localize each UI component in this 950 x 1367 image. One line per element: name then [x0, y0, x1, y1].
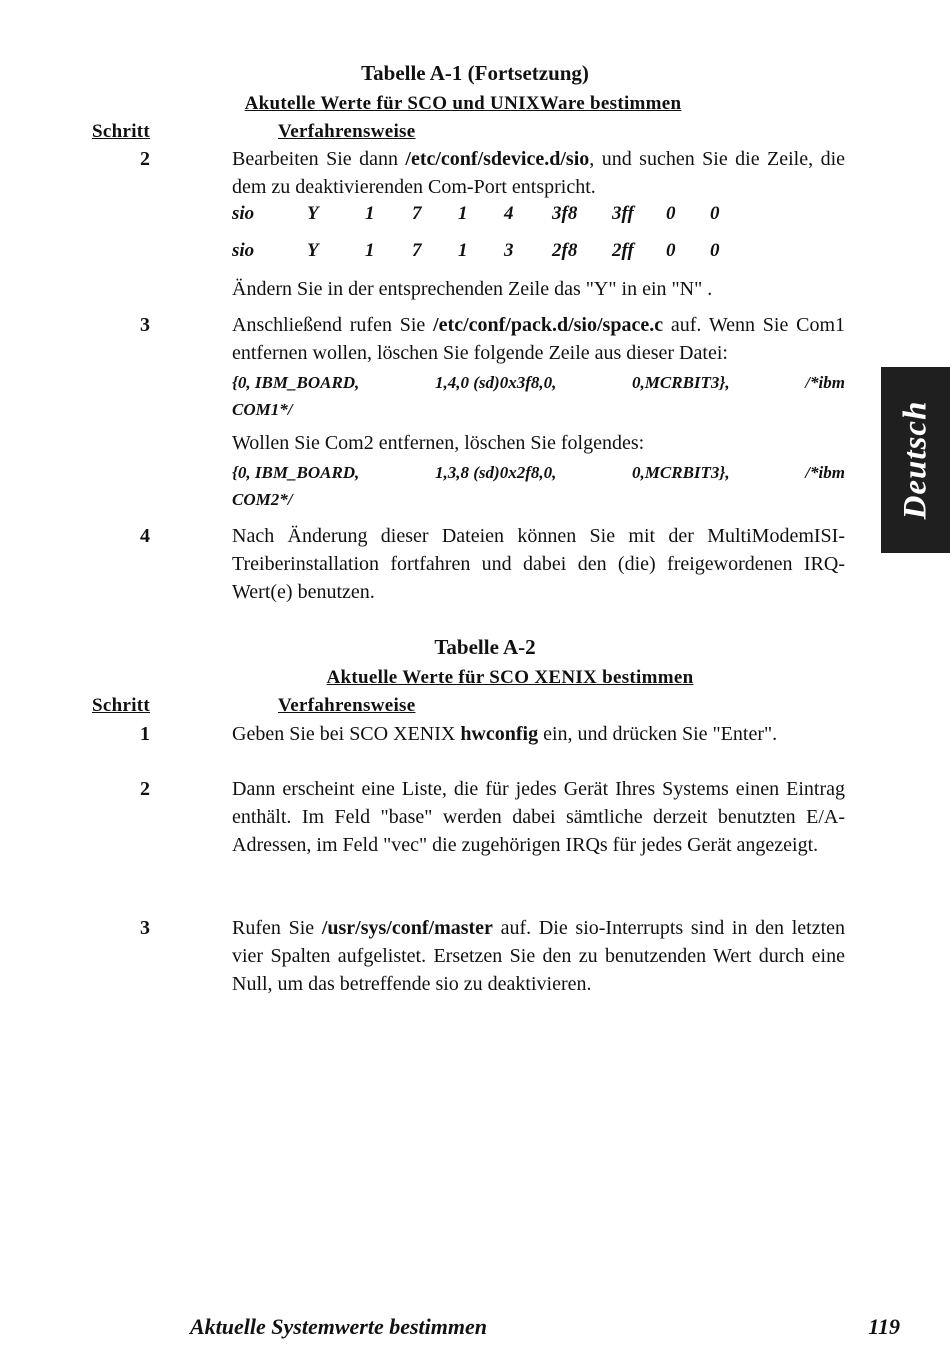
- step-text-post: ein, und drücken Sie "Enter".: [538, 723, 778, 745]
- cell: 1: [458, 240, 468, 261]
- cell: 0: [666, 203, 676, 224]
- cell: 7: [412, 240, 422, 261]
- cell: 2f8: [552, 240, 578, 261]
- cell: 4: [504, 203, 514, 224]
- table1-step-num: 2: [140, 148, 150, 170]
- table2-step-num: 1: [140, 723, 150, 745]
- table1-step-num: 4: [140, 525, 150, 547]
- code-part: /*ibm: [805, 373, 845, 392]
- page-number: 119: [868, 1314, 900, 1339]
- code-continuation: COM2*/: [232, 490, 293, 509]
- step-text-pre: Geben Sie bei SCO XENIX: [232, 723, 461, 745]
- cell: sio: [232, 240, 255, 261]
- step-text-post: , und suchen Sie die Zeile, die dem zu deaktivierenden Com-Port entspricht.: [232, 148, 845, 198]
- code-part: {0, IBM_BOARD,: [232, 463, 360, 482]
- step-text-post: auf. Die sio-Interrupts sind in den letzten vier Spalten aufgelistet. Ersetzen Sie den zu benutzenden Wert durch eine Null, um das betreffende sio zu deaktivieren.: [232, 917, 846, 995]
- cell: 7: [412, 203, 422, 224]
- file-path: /etc/conf/sdevice.d/sio: [405, 148, 590, 170]
- cell: sio: [232, 203, 255, 224]
- table2-step-num: 2: [140, 778, 150, 800]
- step-text-pre: Bearbeiten Sie dann: [232, 148, 406, 170]
- code-line-com2: [232, 459, 845, 513]
- cell: Y: [307, 240, 319, 261]
- table2-step-text: Dann erscheint eine Liste, die für jedes Gerät Ihres Systems einen Eintrag enthält. Im Feld "base" werden dabei sämtliche derzeit benutzten E/A-Adressen, im Feld "vec" die zugehörigen IRQs für jedes Gerät angezeigt.: [232, 778, 845, 856]
- cell: 1: [458, 203, 468, 224]
- table1-step-num: 3: [140, 314, 150, 336]
- sdevice-row: [232, 203, 832, 229]
- file-path: /usr/sys/conf/master: [321, 917, 493, 939]
- step-text-pre: Rufen Sie: [232, 917, 322, 939]
- cell: 3ff: [612, 203, 634, 224]
- cell: Y: [307, 203, 319, 224]
- step-text-pre: Anschließend rufen Sie: [232, 314, 434, 336]
- cell: 2ff: [612, 240, 634, 261]
- code-part: 1,3,8 (sd)0x2f8,0,: [435, 463, 557, 482]
- cell: 1: [365, 203, 375, 224]
- table1-col-step: Schritt: [92, 121, 151, 142]
- table2-title: Tabelle A-2: [434, 635, 536, 659]
- language-tab-label: Deutsch: [897, 400, 933, 520]
- table2-step-text: [232, 720, 845, 748]
- cell: 0: [710, 203, 720, 224]
- cell: 1: [365, 240, 375, 261]
- code-part: /*ibm: [805, 463, 845, 482]
- table2-col-method: Verfahrensweise: [278, 695, 416, 716]
- table1-col-method: Verfahrensweise: [278, 121, 416, 142]
- command: hwconfig: [460, 723, 539, 745]
- language-tab: [881, 367, 950, 553]
- footer-section-title: Aktuelle Systemwerte bestimmen: [190, 1314, 487, 1339]
- table1-step-text: [232, 145, 845, 201]
- cell: 0: [666, 240, 676, 261]
- sdevice-row: [232, 240, 832, 266]
- file-path: /etc/conf/pack.d/sio/space.c: [433, 314, 664, 336]
- table1-step-text: [232, 311, 845, 367]
- code-part: 0,MCRBIT3},: [632, 463, 730, 482]
- table2-step-num: 3: [140, 917, 150, 939]
- step-text-post: auf. Wenn Sie Com1 entfernen wollen, löschen Sie folgende Zeile aus dieser Datei:: [232, 314, 846, 364]
- table1-step-text: Nach Änderung dieser Dateien können Sie mit der MultiModemISI-Treiberinstallation fortfahren und dabei den (die) freigewordenen IRQ-Wert(e) benutzen.: [232, 525, 845, 603]
- table1-step-midtext: Wollen Sie Com2 entfernen, löschen Sie folgendes:: [232, 432, 645, 454]
- table1-title: Tabelle A-1 (Fortsetzung): [361, 61, 589, 85]
- cell: 0: [710, 240, 720, 261]
- code-line-com1: [232, 369, 845, 423]
- table2-step-text: [232, 914, 845, 998]
- table2-col-step: Schritt: [92, 695, 151, 716]
- table1-step-note: Ändern Sie in der entsprechenden Zeile das "Y" in ein "N" .: [232, 278, 713, 300]
- cell: 3: [504, 240, 514, 261]
- code-part: {0, IBM_BOARD,: [232, 373, 360, 392]
- code-part: 1,4,0 (sd)0x3f8,0,: [435, 373, 557, 392]
- code-part: 0,MCRBIT3},: [632, 373, 730, 392]
- cell: 3f8: [552, 203, 578, 224]
- table2-subtitle: Aktuelle Werte für SCO XENIX bestimmen: [326, 667, 694, 688]
- code-continuation: COM1*/: [232, 400, 293, 419]
- table1-subtitle: Akutelle Werte für SCO und UNIXWare bestimmen: [244, 93, 682, 114]
